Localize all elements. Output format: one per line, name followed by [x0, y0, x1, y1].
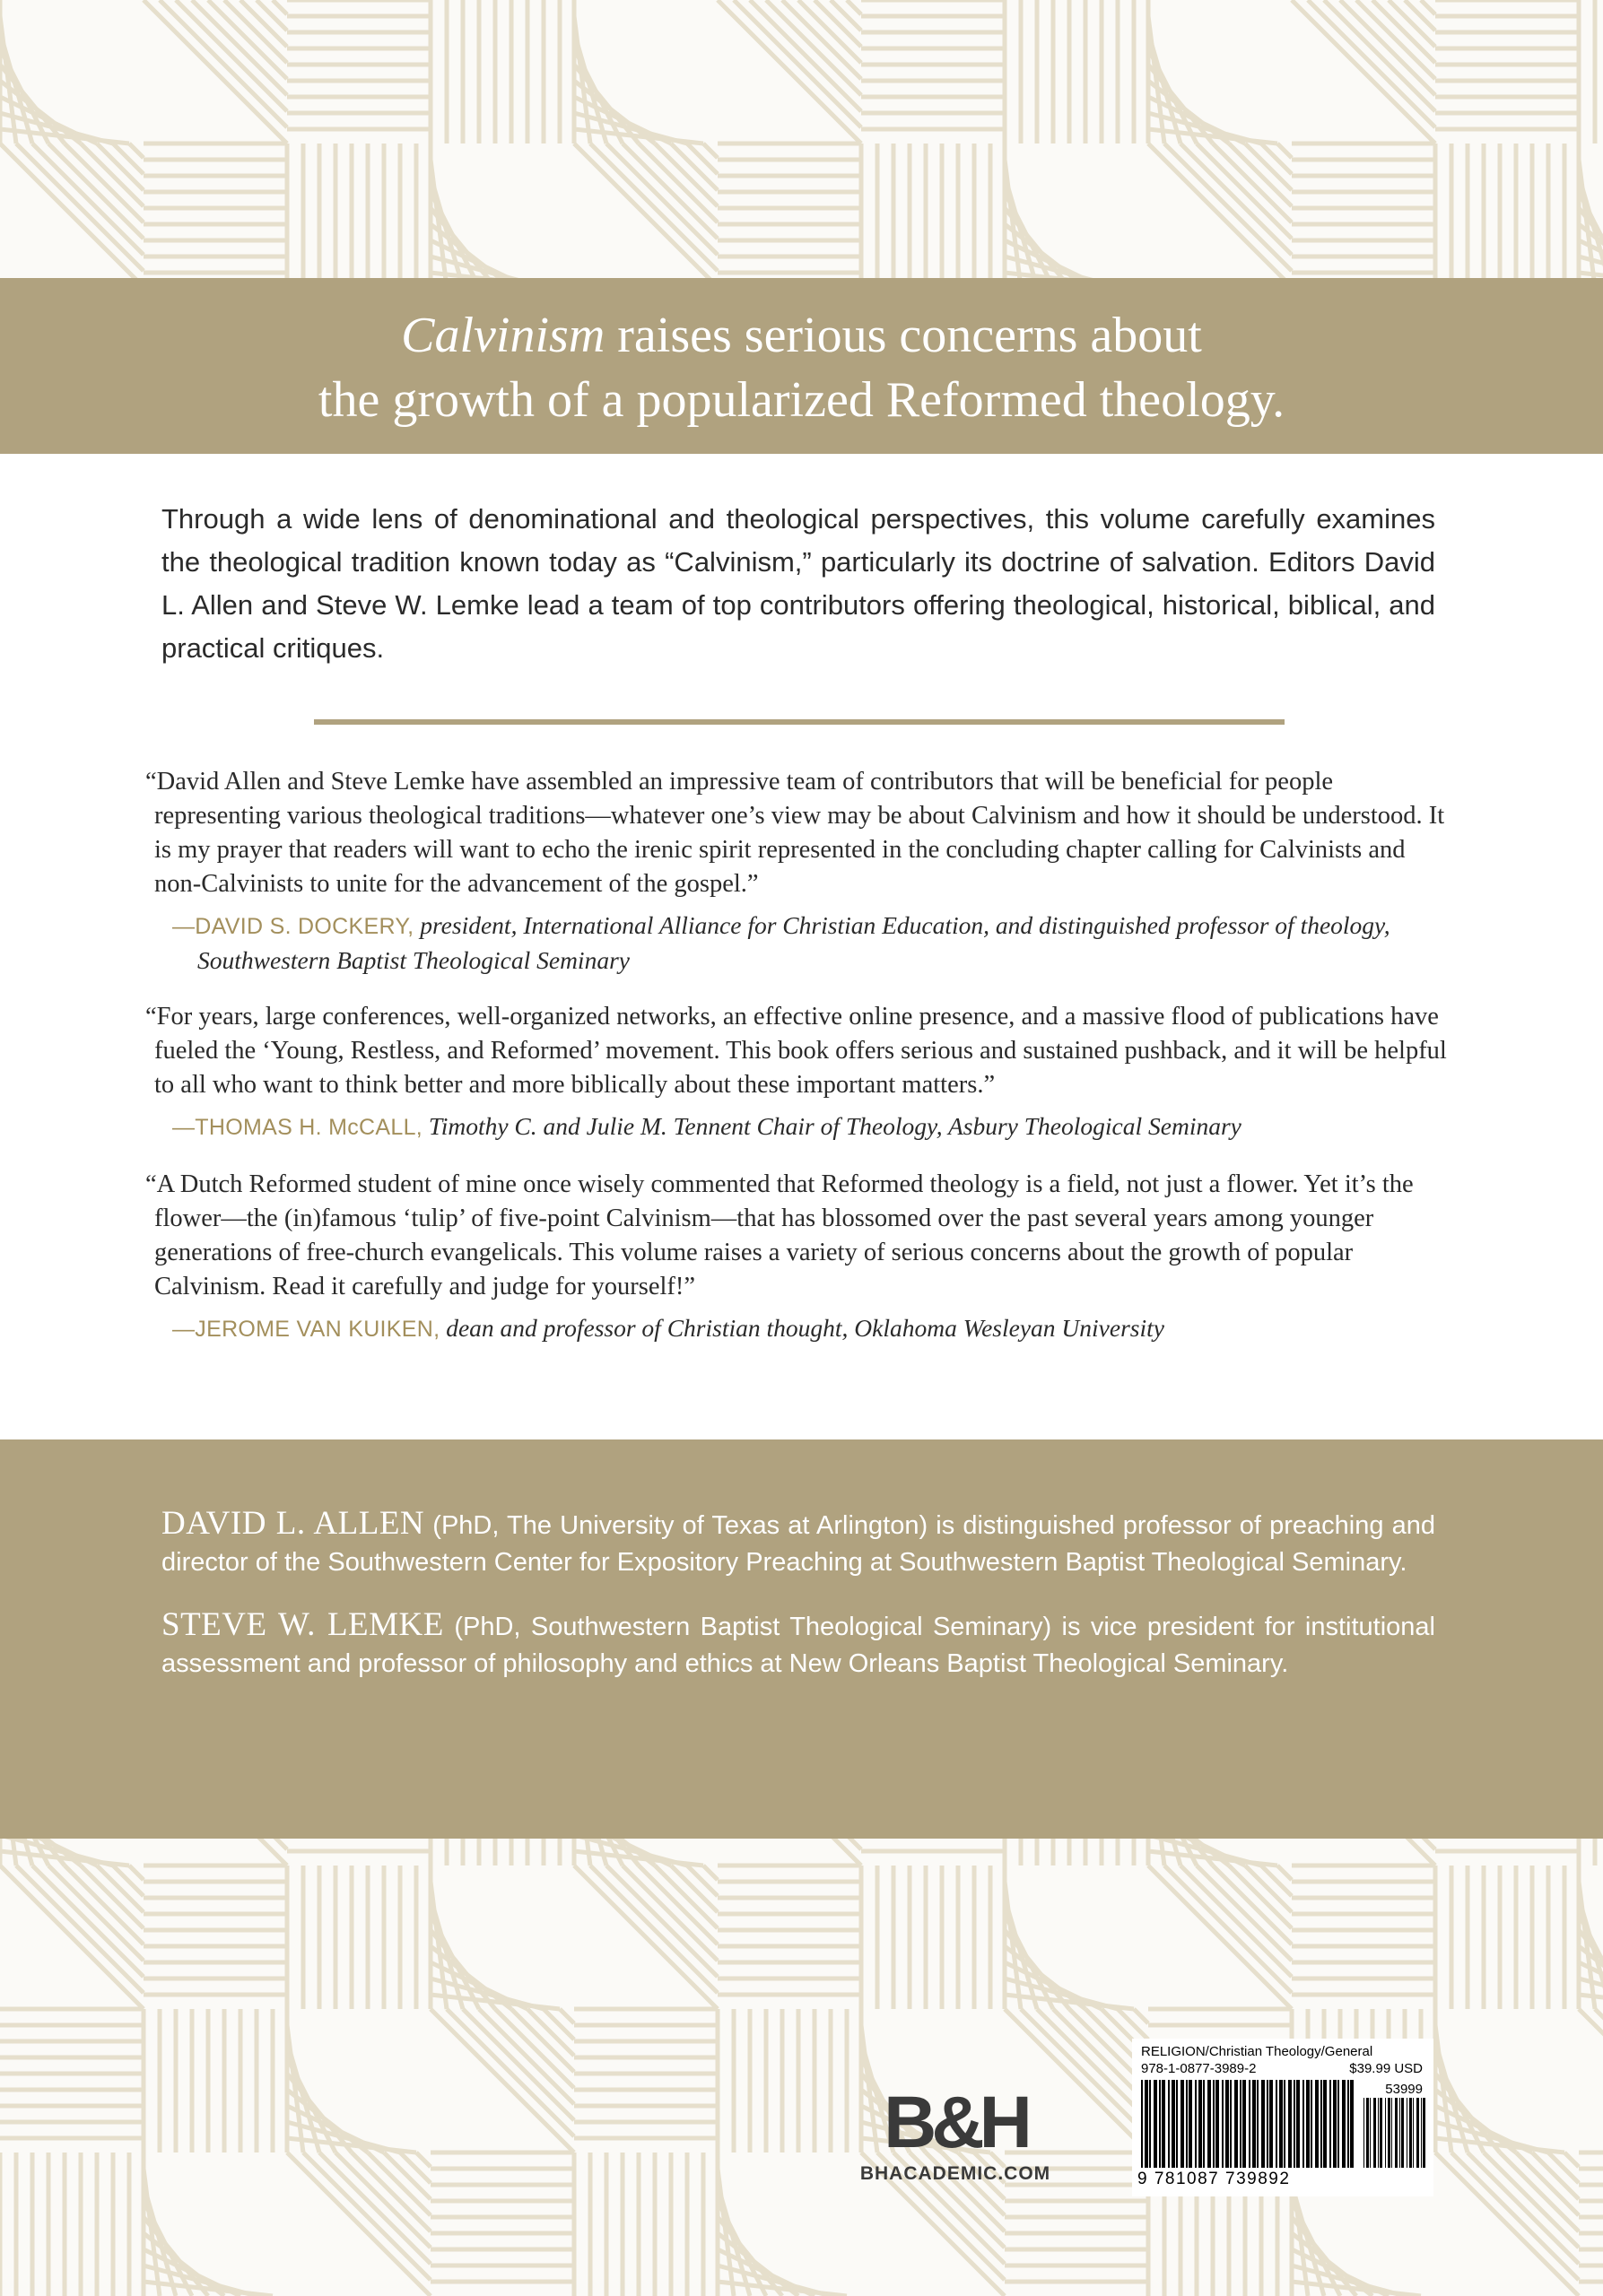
publisher-logo	[843, 2079, 1067, 2185]
pattern-tile	[718, 2152, 847, 2296]
barcode-bar	[1401, 2098, 1404, 2168]
pattern-tile	[1435, 1866, 1564, 2009]
endorsement-quote: “A Dutch Reformed student of mine once wisely commented that Reformed theology is a field, not just a flower. Yet it’s the flower—the (in)famous ‘tulip’ of five-point Calvinism—that has blossomed over the past several years among younger generations of free-church evangelicals. This volume raises a variety of serious concerns about the growth of popular Calvinism. Read it carefully and judge for yourself!”	[145, 1170, 1414, 1300]
bh-logo-mark	[875, 2079, 1036, 2160]
barcode-bar	[1154, 2080, 1157, 2168]
barcode-bar	[1213, 2080, 1215, 2168]
pattern-tile	[1292, 0, 1435, 144]
pattern-tile	[287, 0, 431, 129]
pattern-tile	[287, 1866, 416, 2009]
barcode-bar	[1276, 2080, 1277, 2168]
endorser-title: Timothy C. and Julie M. Tennent Chair of Theology, Asbury Theological Seminary	[423, 1112, 1241, 1140]
barcode-bar	[1284, 2080, 1285, 2168]
pattern-tile	[574, 1866, 718, 2009]
barcode-bar	[1311, 2080, 1312, 2168]
pattern-tile	[1435, 0, 1579, 129]
barcode-bar	[1296, 2080, 1300, 2168]
pattern-tile	[0, 144, 144, 287]
endorsement-quote: “David Allen and Steve Lemke have assembled an impressive team of contributors that will be beneficial for people representing various theological traditions—whatever one’s view may be about Calvinism and how it should be understood. It is my prayer that readers will want to echo the irenic spirit represented in the concluding chapter calling for Calvinists and non-Calvinists to unite for the advancement of the gospel.”	[145, 768, 1445, 898]
endorser-name: —JEROME VAN KUIKEN,	[172, 1317, 440, 1342]
barcode-bar	[1168, 2080, 1170, 2168]
barcode-bar	[1320, 2080, 1322, 2168]
barcode-addon-code: 53999	[1385, 2082, 1423, 2097]
pattern-tile	[1579, 2009, 1603, 2152]
pattern-tile	[1005, 144, 1134, 287]
barcode-addon-bars	[1363, 2098, 1426, 2168]
pattern-tile	[574, 2009, 718, 2138]
pattern-tile	[1292, 1866, 1435, 1995]
tagline-line1: raises serious concerns about	[605, 308, 1202, 363]
pattern-tile	[144, 144, 287, 273]
endorser-name: —DAVID S. DOCKERY,	[172, 914, 414, 939]
barcode-bar	[1306, 2080, 1310, 2168]
barcode-bar	[1149, 2080, 1151, 2168]
pattern-tile	[861, 144, 990, 287]
pattern-tile	[1148, 0, 1277, 144]
pattern-tile	[144, 1866, 287, 1995]
bh-logo-text: B&H	[884, 2082, 1027, 2160]
barcode-bar	[1240, 2080, 1241, 2168]
tagline-line2: the growth of a popularized Reformed theology.	[318, 372, 1285, 428]
pattern-tile	[1579, 0, 1603, 144]
pattern-tile	[718, 2009, 847, 2152]
pattern-tile	[1579, 144, 1603, 287]
barcode-bars	[1141, 2080, 1356, 2168]
pattern-tile	[861, 0, 1005, 129]
pattern-tile	[0, 2009, 144, 2138]
barcode-bar	[1176, 2080, 1178, 2168]
barcode-bar	[1222, 2080, 1224, 2168]
barcode-bar	[1329, 2080, 1331, 2168]
barcode-isbn: 978-1-0877-3989-2	[1141, 2061, 1257, 2076]
pattern-tile	[0, 0, 129, 144]
barcode-bar	[1373, 2098, 1376, 2168]
endorsement-attribution	[172, 909, 1451, 977]
author-bio-text: (PhD, Southwestern Baptist Theological Seminary) is vice president for institutional assessment and professor of philosophy and ethics at New Orleans Baptist Theological Seminary.	[161, 1613, 1435, 1678]
pattern-tile	[1579, 1866, 1603, 2009]
pattern-tile	[718, 144, 861, 273]
barcode-bar	[1162, 2080, 1165, 2168]
endorser-title: dean and professor of Christian thought, Oklahoma Wesleyan University	[440, 1314, 1164, 1342]
barcode-bar	[1366, 2098, 1369, 2168]
pattern-tile	[574, 2152, 703, 2296]
pattern-tile	[861, 1866, 990, 2009]
barcode-bar	[1172, 2080, 1175, 2168]
endorsement	[145, 1000, 1451, 1144]
pattern-tile	[1005, 0, 1134, 144]
barcode-bar	[1399, 2098, 1400, 2168]
barcode-bar	[1230, 2080, 1232, 2168]
pattern-tile	[718, 0, 861, 144]
barcode-bar	[1416, 2098, 1419, 2168]
barcode-bar	[1252, 2080, 1256, 2168]
barcode-bar	[1145, 2080, 1148, 2168]
isbn-barcode	[1132, 2039, 1433, 2196]
barcode-category: RELIGION/Christian Theology/General	[1141, 2044, 1373, 2059]
barcode-bar	[1350, 2080, 1354, 2168]
barcode-bar	[1195, 2080, 1197, 2168]
pattern-tile	[144, 2009, 273, 2152]
barcode-bar	[1288, 2080, 1292, 2168]
author-bio	[161, 1606, 1435, 1683]
barcode-price: $39.99 USD	[1349, 2061, 1423, 2076]
barcode-bar	[1302, 2080, 1304, 2168]
section-divider	[314, 719, 1285, 725]
barcode-bar	[1333, 2080, 1337, 2168]
tagline-title-word: Calvinism	[401, 308, 605, 363]
endorsement-attribution	[172, 1109, 1451, 1144]
barcode-bar	[1269, 2080, 1273, 2168]
barcode-bar	[1257, 2080, 1259, 2168]
barcode-bar	[1141, 2080, 1143, 2168]
pattern-tile	[0, 2152, 129, 2296]
book-description: Through a wide lens of denominational and theological perspectives, this volume carefully examines the theological tradition known today as “Calvinism,” particularly its doctrine of salvation. Editors David L. Allen and Steve W. Lemke lead a team of top contributors offering theological, historical, biblical, and practical critiques.	[161, 503, 1435, 664]
barcode-bar	[1370, 2098, 1371, 2168]
barcode-bar	[1380, 2098, 1382, 2168]
endorsement	[145, 1168, 1451, 1346]
barcode-bar	[1347, 2080, 1349, 2168]
barcode-bar	[1385, 2098, 1386, 2168]
pattern-tile	[431, 2009, 574, 2152]
barcode-bar	[1249, 2080, 1250, 2168]
pattern-tile	[718, 1866, 861, 1995]
barcode-bar	[1234, 2080, 1238, 2168]
barcode-bar	[1315, 2080, 1319, 2168]
barcode-bar	[1279, 2080, 1283, 2168]
barcode-bar	[1395, 2098, 1398, 2168]
barcode-bar	[1225, 2080, 1229, 2168]
barcode-bar	[1378, 2098, 1379, 2168]
endorsement	[145, 765, 1451, 977]
pattern-tile	[0, 1866, 144, 2009]
pattern-tile	[144, 0, 287, 144]
endorsement-attribution	[172, 1311, 1451, 1346]
barcode-digits: 9 781087 739892	[1137, 2170, 1291, 2188]
endorser-name: —THOMAS H. McCALL,	[172, 1115, 423, 1140]
barcode-bar	[1207, 2080, 1211, 2168]
pattern-tile	[574, 144, 718, 287]
pattern-tile	[144, 2152, 273, 2296]
tagline	[0, 303, 1603, 432]
author-name: STEVE W. LEMKE	[161, 1606, 444, 1643]
pattern-tile	[1435, 2152, 1579, 2296]
barcode-bar	[1159, 2080, 1161, 2168]
barcode-bar	[1242, 2080, 1246, 2168]
barcode-bar	[1409, 2098, 1412, 2168]
barcode-bar	[1198, 2080, 1202, 2168]
pattern-tile	[431, 2152, 574, 2282]
barcode-bar	[1294, 2080, 1295, 2168]
pattern-tile	[287, 2152, 431, 2296]
pattern-tile	[574, 0, 703, 144]
barcode-bar	[1189, 2080, 1192, 2168]
endorsements	[145, 765, 1451, 1370]
barcode-bar	[1337, 2080, 1339, 2168]
barcode-bar	[1413, 2098, 1414, 2168]
endorser-title: president, International Alliance for Christian Education, and distinguished professor of theology, Southwestern Baptist Theological Seminary	[197, 911, 1390, 974]
author-bios	[161, 1505, 1435, 1708]
pattern-tile	[431, 0, 560, 144]
pattern-tile	[1292, 144, 1435, 273]
author-name: DAVID L. ALLEN	[161, 1505, 425, 1542]
author-bio-text: (PhD, The University of Texas at Arlington) is distinguished professor of preaching and director of the Southwestern Center for Expository Preaching at Southwestern Baptist Theological Seminary.	[161, 1511, 1435, 1577]
barcode-bar	[1267, 2080, 1268, 2168]
pattern-tile	[1005, 1866, 1134, 2009]
barcode-bar	[1423, 2098, 1425, 2168]
publisher-url: BHACADEMIC.COM	[859, 2163, 1051, 2184]
barcode-bar	[1342, 2080, 1346, 2168]
barcode-bar	[1180, 2080, 1184, 2168]
barcode-bar	[1421, 2098, 1422, 2168]
barcode-bar	[1203, 2080, 1205, 2168]
barcode-bar	[1323, 2080, 1327, 2168]
pattern-tile	[287, 2009, 416, 2152]
pattern-tile	[1435, 144, 1564, 287]
barcode-bar	[1388, 2098, 1390, 2168]
pattern-tile	[431, 144, 560, 287]
endorsement-quote: “For years, large conferences, well-organized networks, an effective online presence, and a massive flood of publications have fueled the ‘Young, Restless, and Reformed’ movement. This book offers serious and sustained pushback, and it will be helpful to all who want to think better and more biblically about these important matters.”	[145, 1003, 1447, 1099]
barcode-bar	[1261, 2080, 1265, 2168]
barcode-bar	[1215, 2080, 1219, 2168]
barcode-bar	[1186, 2080, 1188, 2168]
pattern-tile	[1148, 144, 1292, 287]
pattern-tile	[1435, 2009, 1564, 2152]
pattern-tile	[431, 1866, 560, 2009]
author-bio	[161, 1505, 1435, 1581]
barcode-bar	[1363, 2098, 1364, 2168]
pattern-tile	[287, 144, 416, 287]
pattern-tile	[1148, 1866, 1292, 2009]
pattern-tile	[1579, 2152, 1603, 2282]
barcode-bar	[1391, 2098, 1392, 2168]
